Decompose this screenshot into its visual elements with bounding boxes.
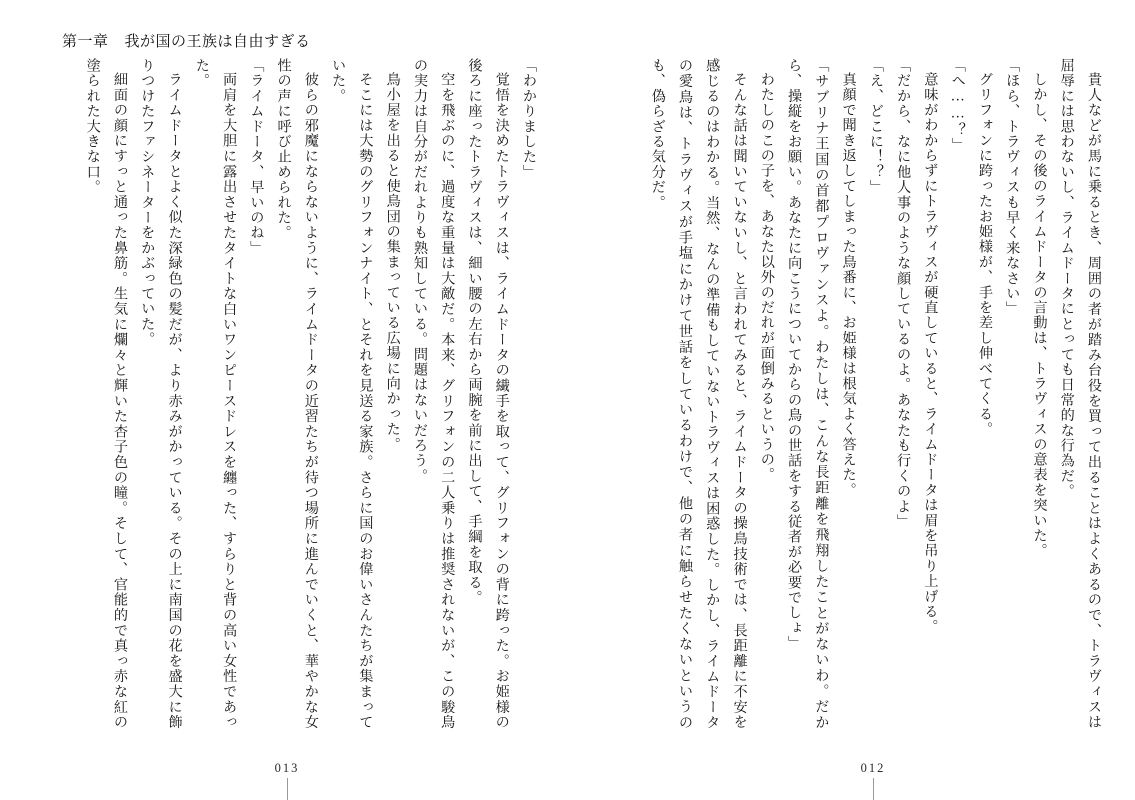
paragraph: しかし、その後のライムドータの言動は、トラヴィスの意表を突いた。 — [1031, 72, 1048, 559]
paragraph: 「だから、なに他人事のような顔しているのよ。あなたも行くのよ」 — [895, 58, 912, 530]
paragraph: 意味がわからずにトラヴィスが硬直していると、ライムドータは眉を吊り上げる。 — [922, 72, 939, 635]
paragraph: 彼らの邪魔にならないように、ライムドータの近習たちが待つ場所に進んでいくと、華やかな女性の声に呼び止められた。 — [275, 58, 319, 730]
paragraph: わたしのこの子を、あなた以外のだれが面倒みるというの。 — [758, 72, 775, 483]
folio-rule-left — [287, 778, 288, 800]
folio-rule-right — [873, 778, 874, 800]
chapter-number: 第一章 — [62, 34, 109, 50]
paragraph: 「わかりました」 — [521, 58, 537, 180]
paragraph: 「ほら、トラヴィスも早く来なさい」 — [1004, 58, 1021, 317]
paragraph: そこには大勢のグリフォンナイト、とそれを見送る家族。さらに国のお偉いさんたちが集まっていた。 — [330, 58, 374, 730]
paragraph: 「サブリナ王国の首都プロヴァンスよ。わたしは、こんな長距離を飛翔したことがないわ。だから、操縦をお願い。あなたに向こうについてからの鳥の世話をする従者が必要でしょ」 — [786, 58, 830, 730]
page-number-left: 013 — [274, 761, 300, 775]
paragraph: 「ライムドータ、早いのね」 — [248, 58, 265, 256]
paragraph: 「え、どこに！？」 — [867, 58, 884, 195]
page-body-left — [62, 58, 542, 730]
page-number-right: 012 — [860, 761, 886, 775]
paragraph: 空を飛ぶのに、過度な重量は大敵だ。本来、グリフォンの二人乗りは推奨されないが、この駿鳥の実力は自分がだれよりも熟知している。問題はないだろう。 — [411, 58, 456, 730]
chapter-title: 我が国の王族は自由すぎる — [124, 34, 311, 50]
paragraph: 両肩を大胆に露出させたタイトな白いワンピースドレスを纏った、すらりと背の高い女性であった。 — [193, 58, 238, 730]
paragraph: 鳥小屋を出ると使鳥団の集まっている広場に向かった。 — [384, 72, 401, 453]
paragraph: 貴人などが馬に乗るとき、周囲の者が踏み台役を買って出ることはよくあるので、トラヴィスは屈辱には思わないし、ライムドータにとっても日常的な行為だ。 — [1058, 58, 1102, 730]
paragraph: 細面の顔にすっと通った鼻筋。生気に爛々と輝いた杏子色の瞳。そして、官能的で真っ赤な紅の塗られた大きな口。 — [84, 58, 129, 730]
spread-body — [0, 58, 1135, 748]
paragraph: グリフォンに跨ったお姫様が、手を差し伸べてくる。 — [976, 72, 993, 437]
paragraph: 覚悟を決めたトラヴィスは、ライムドータの繊手を取って、グリフォンの背に跨った。お姫様の後ろに座ったトラヴィスは、細い腰の左右から両腕を前に出して、手綱を取る。 — [466, 58, 510, 730]
page-body-right — [637, 58, 1107, 730]
paragraph: 真顔で聞き返してしまった鳥番に、お姫様は根気よく答えた。 — [840, 72, 857, 498]
paragraph: ライムドータとよく似た深緑色の髪だが、より赤みがかっている。その上に南国の花を盛大に飾りつけたファシネーターをかぶっていた。 — [139, 58, 183, 730]
paragraph: 「へ……？」 — [949, 58, 966, 153]
running-header — [62, 30, 311, 51]
paragraph: そんな話は聞いていないし、と言われてみると、ライムドータの操鳥技術では、長距離に不安を感じるのはわかる。当然、なんの準備もしていないトラヴィスは困惑した。しかし、ライムドータの愛鳥は、トラヴィスが手塩にかけて世話をしているわけで、他の者に触らせたくないというのも、偽らざる気分だ。 — [649, 58, 748, 730]
